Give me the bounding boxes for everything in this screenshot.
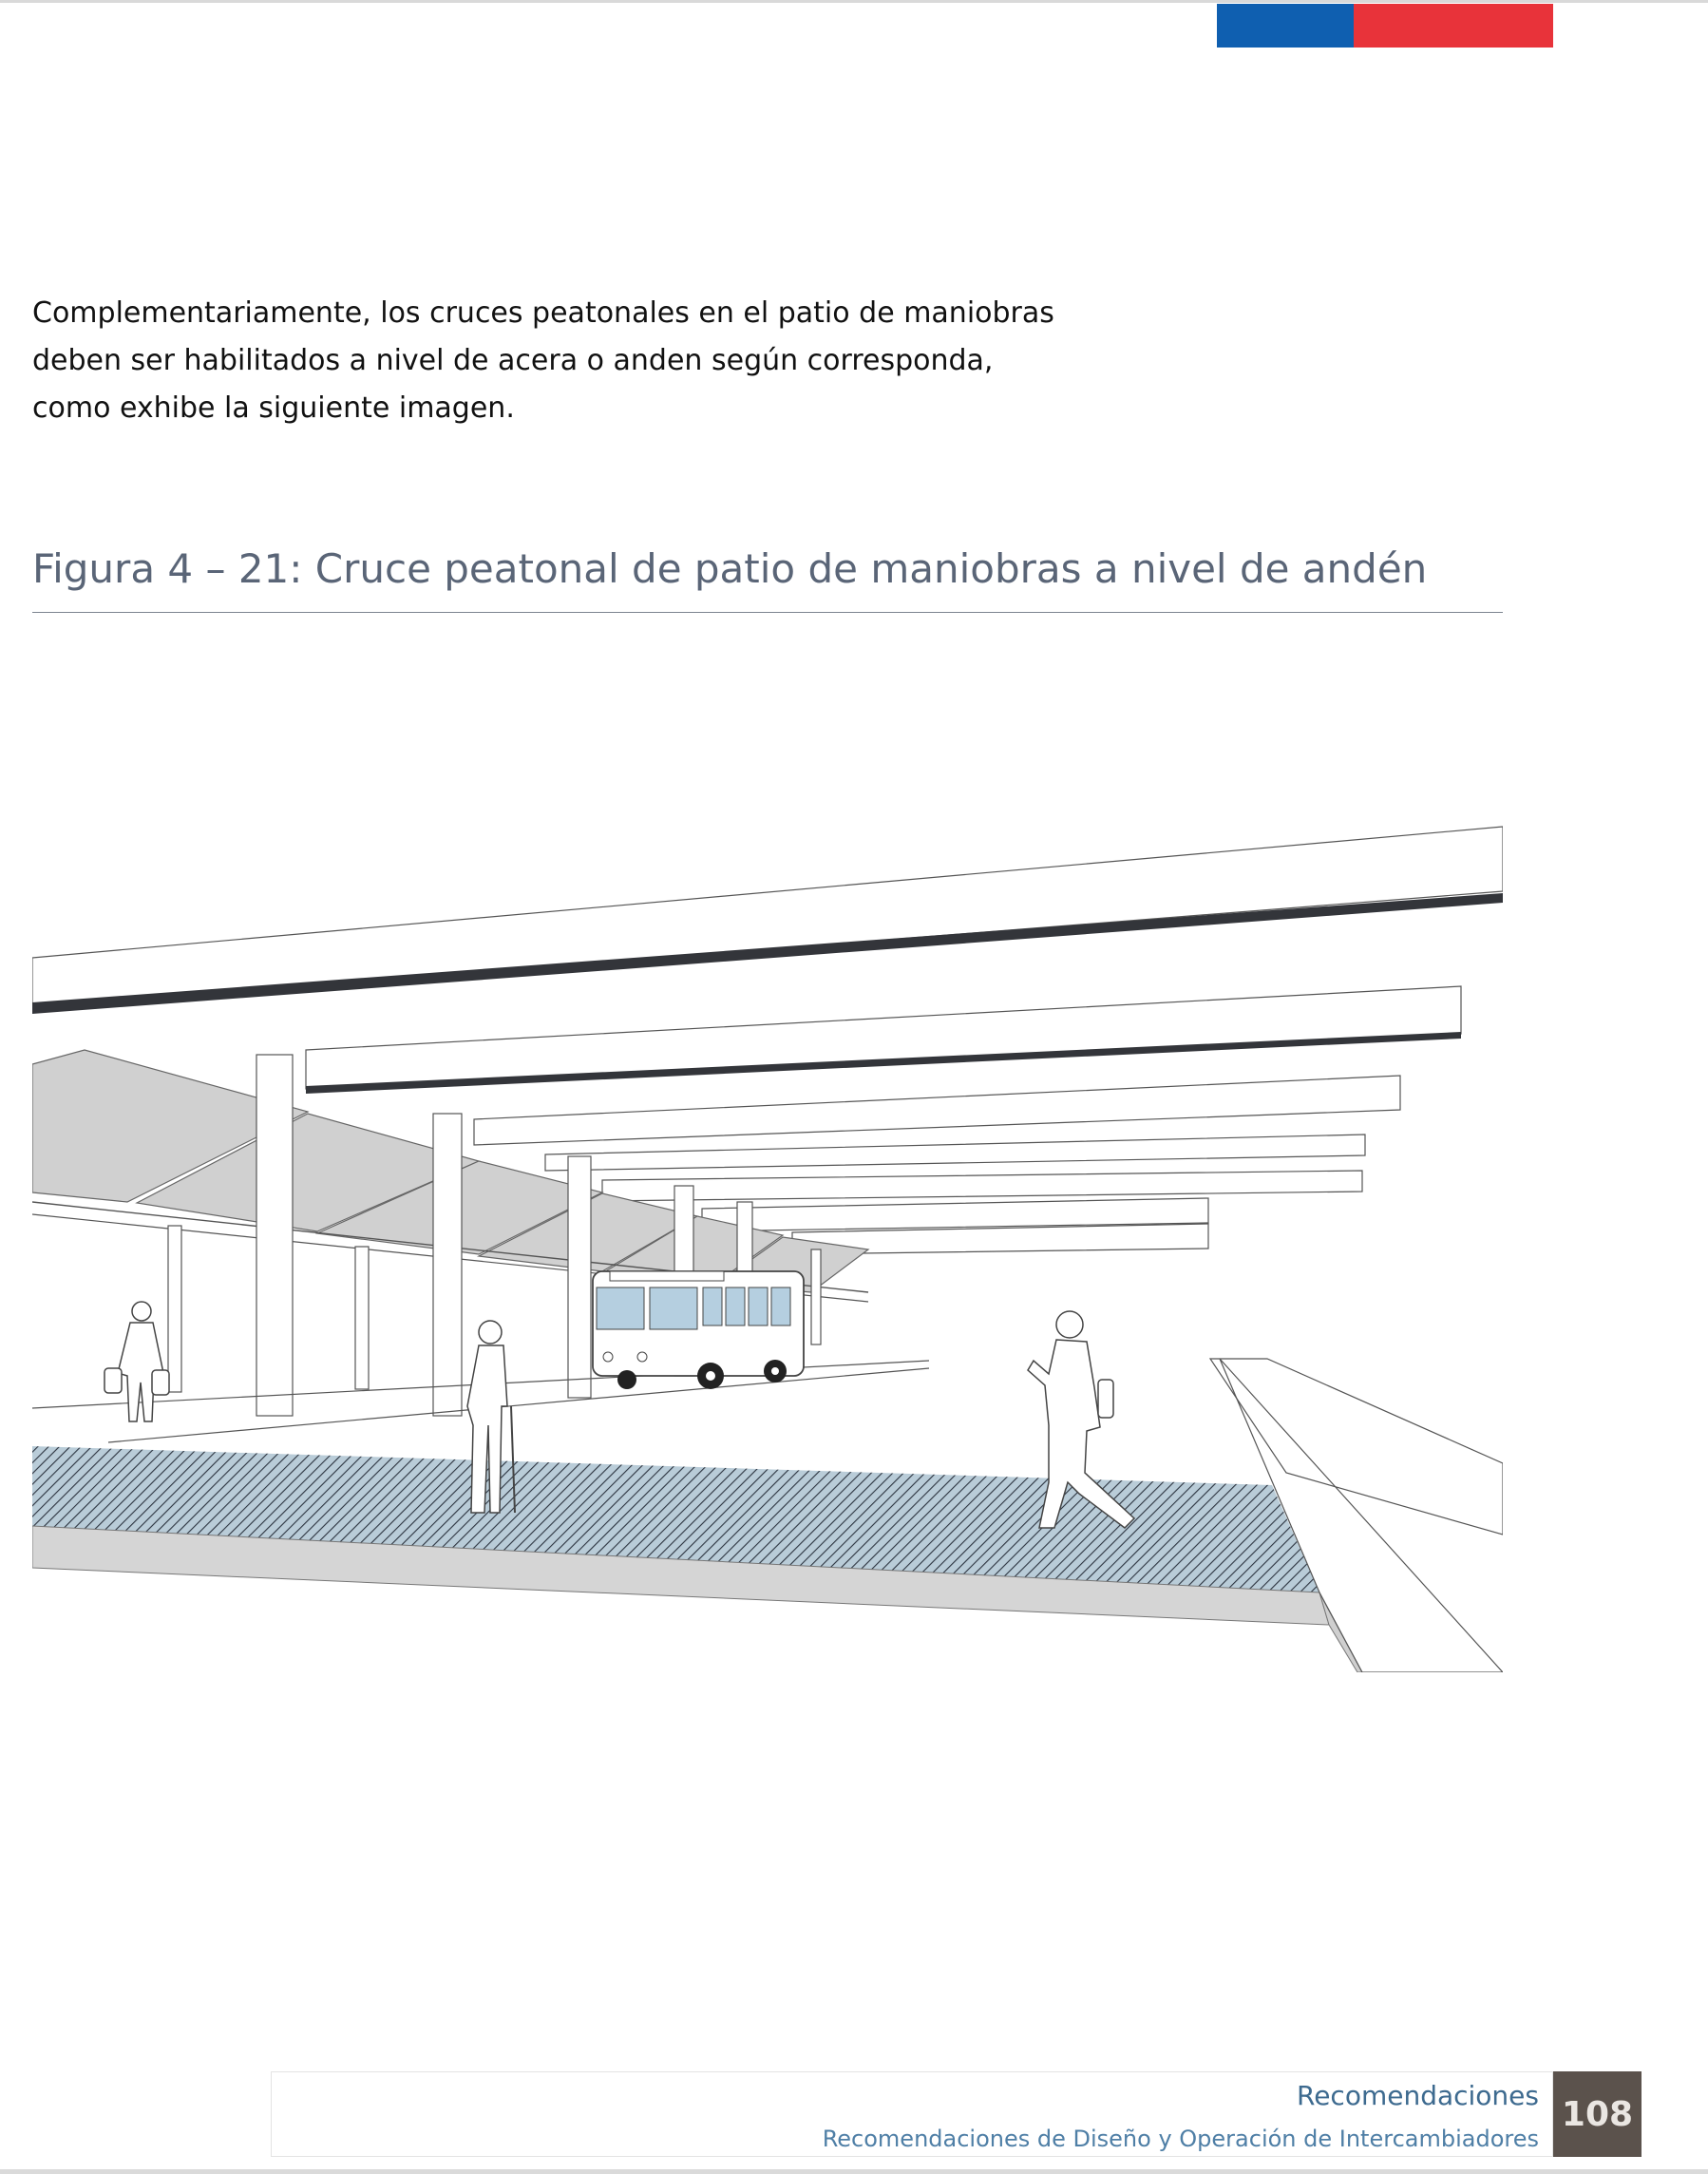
figure-title-rule (32, 612, 1503, 613)
top-rule (0, 0, 1708, 3)
footer (271, 2071, 1553, 2157)
figure-title: Figura 4 – 21: Cruce peatonal de patio de maniobras a nivel de andén (32, 545, 1428, 592)
page-number: 108 (1553, 2071, 1642, 2157)
flag-red-band (1354, 4, 1553, 48)
bus-terminal-crossing-illustration (32, 817, 1503, 1672)
body-paragraph: Complementariamente, los cruces peatonales en el patio de maniobras deben ser habilitados a nivel de acera o anden según corresponda, como exhibe la siguiente imagen. (32, 296, 1054, 425)
bottom-rule (0, 2169, 1708, 2174)
footer-document-title: Recomendaciones de Diseño y Operación de Intercambiadores (822, 2126, 1539, 2152)
flag-blue-band (1217, 4, 1354, 48)
footer-section-title: Recomendaciones (1297, 2080, 1539, 2111)
bus-icon (593, 1271, 804, 1389)
